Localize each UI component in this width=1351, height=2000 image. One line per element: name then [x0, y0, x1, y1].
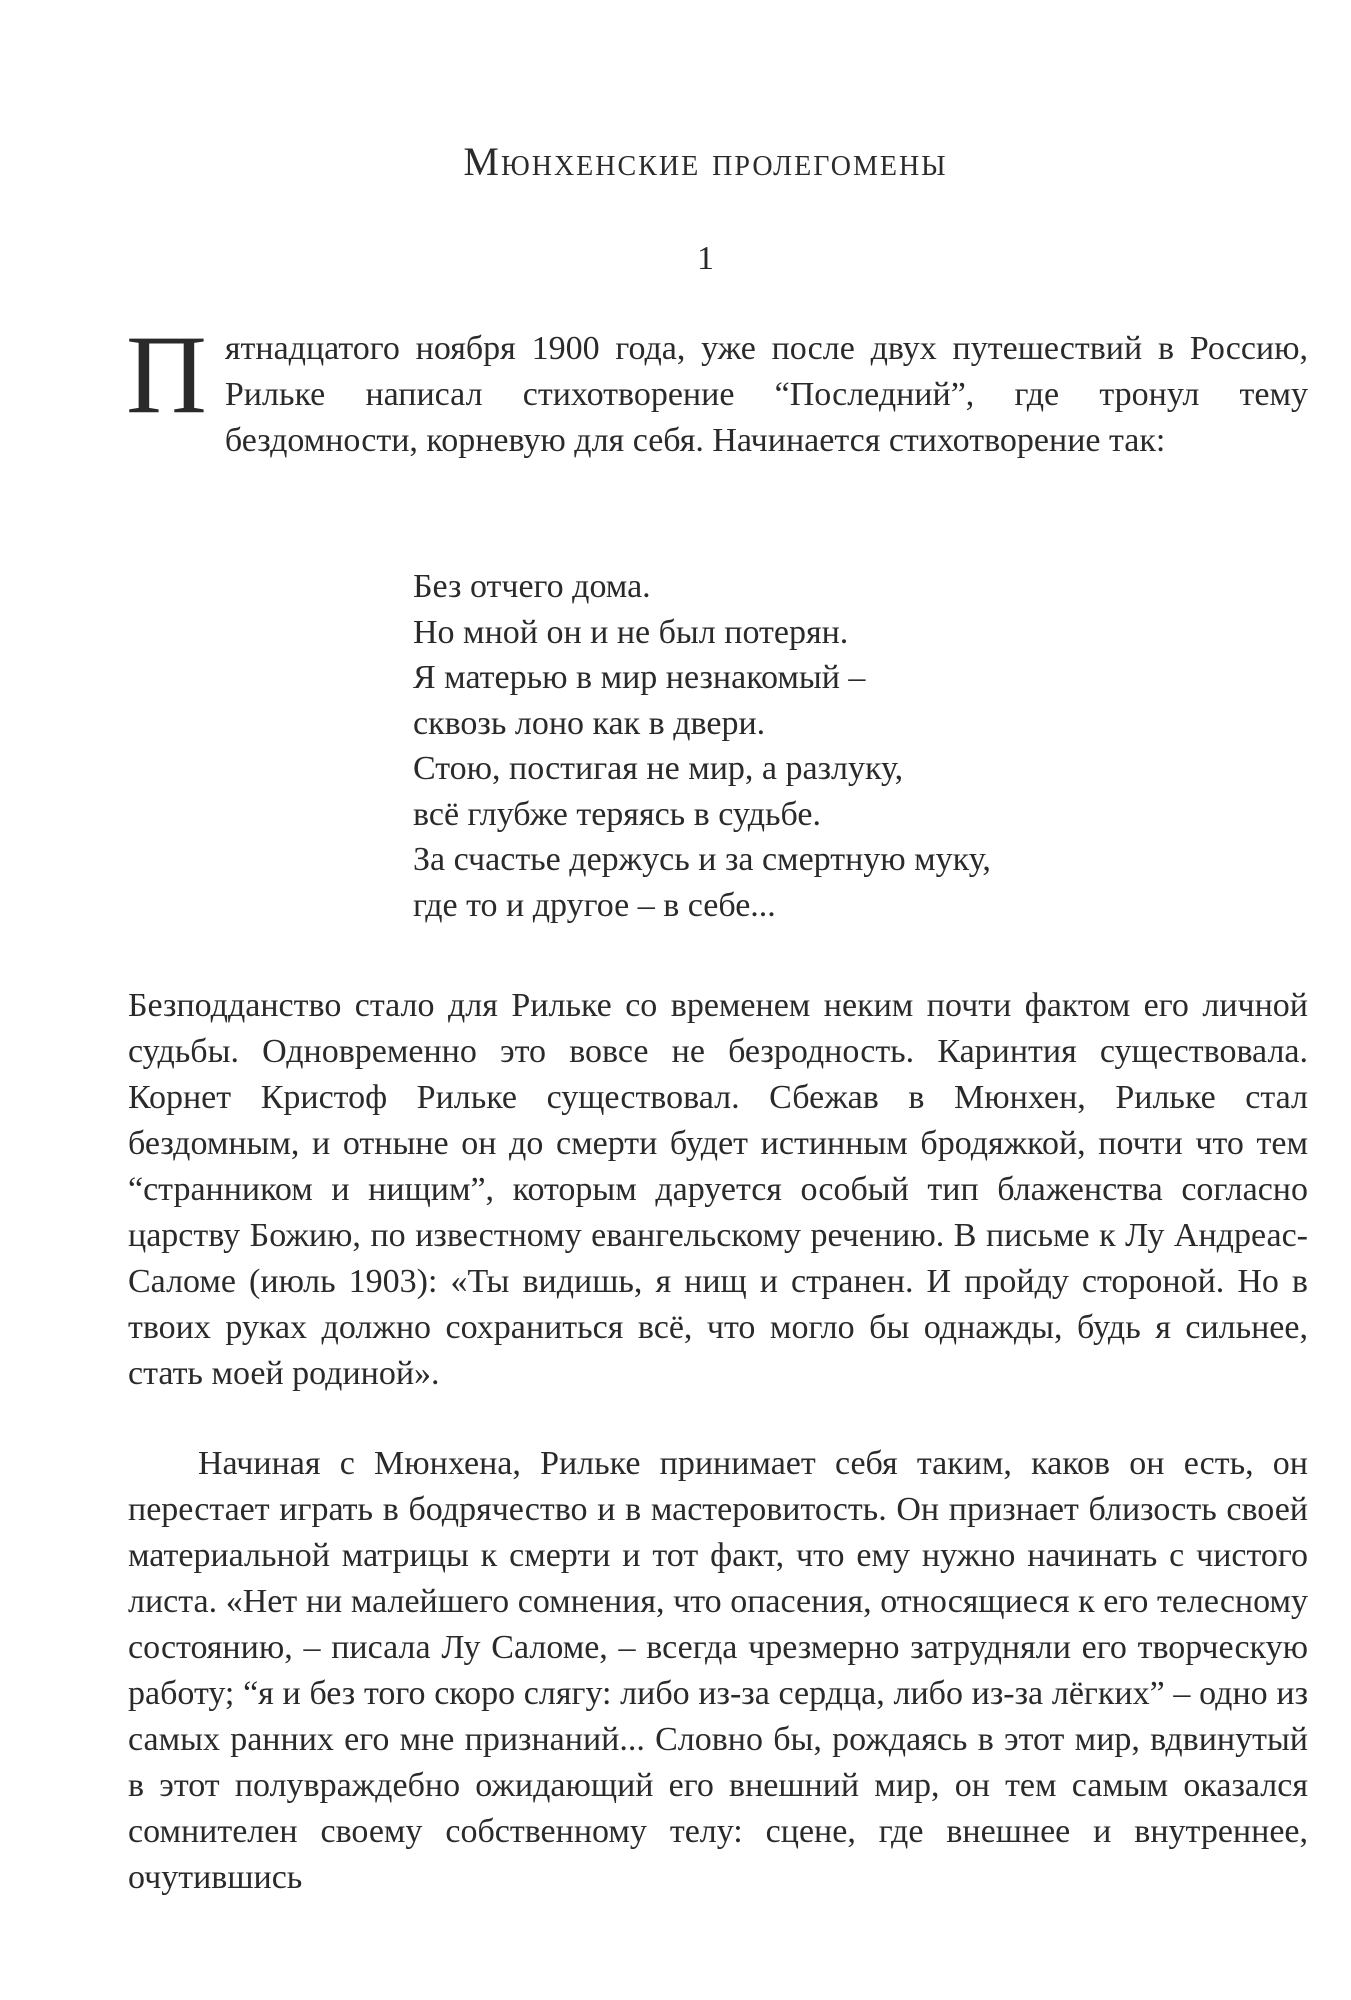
drop-cap: П — [126, 313, 207, 437]
poem-line: Стою, постигая не мир, а разлуку, — [413, 750, 904, 787]
poem-line: всё глубже теряясь в судьбе. — [413, 795, 821, 833]
paragraph-2 — [128, 983, 1308, 1397]
paragraph-1 — [126, 313, 1308, 464]
paragraph-1-text: ятнадцатого ноября 1900 года, уже после двух путешествий в Россию, Рильке написал стихотворение “Последний”, где тронул тему бездомности, корневую для себя. Начинается стихотворение так: — [224, 330, 1308, 459]
paragraph-3 — [128, 1441, 1308, 1901]
paragraph-2-text: Безподданство стало для Рильке со временем неким почти фактом его личной судьбы. Одновременно это вовсе не безродность. Каринтия существовала. Корнет Кристоф Рильке существовал. Сбежав в Мюнхен, Рильке стал бездомным, и отныне он до смерти будет истинным бродяжкой, почти что тем “странником и нищим”, которым даруется особый тип блаженства согласно царству Божию, по известному евангельскому речению. В письме к Лу Андреас-Саломе (июль 1903): «Ты видишь, я нищ и странен. И пройду стороной. Но в твоих руках должно сохраниться всё, что могло бы однажды, будь я сильнее, стать моей родиной». — [128, 987, 1308, 1392]
poem-line: Без отчего дома. — [413, 568, 651, 605]
paragraph-3-text: Начиная с Мюнхена, Рильке принимает себя таким, каков он есть, он перестает играть в бодрячество и в мастеровитость. Он признает близость своей материальной матрицы к смерти и тот факт, что ему нужно начинать с чистого листа. «Нет ни малейшего сомнения, что опасения, относящиеся к его телесному состоянию, – писала Лу Саломе, – всегда чрезмерно затрудняли его творческую работу; “я и без того скоро слягу: либо из-за сердца, либо из-за лёгких” – одно из самых ранних его мне признаний... Словно бы, рождаясь в этот мир, вдвинутый в этот полувраждебно ожидающий его внешний мир, он тем самым оказался сомнителен своему собственному телу: сцене, где внешнее и внутреннее, очутившись — [128, 1445, 1308, 1896]
poem-line: где то и другое – в себе... — [413, 886, 776, 924]
poem-line: Но мной он и не был потерян. — [413, 613, 849, 651]
poem-quote — [413, 564, 991, 928]
poem-line: сквозь лоно как в двери. — [413, 704, 766, 742]
poem-line: За счастье держусь и за смертную муку, — [413, 841, 991, 878]
chapter-title: Мюнхенские пролегомены — [463, 139, 948, 184]
poem-line: Я матерью в мир незнакомый – — [413, 659, 866, 696]
section-number: 1 — [697, 240, 714, 277]
